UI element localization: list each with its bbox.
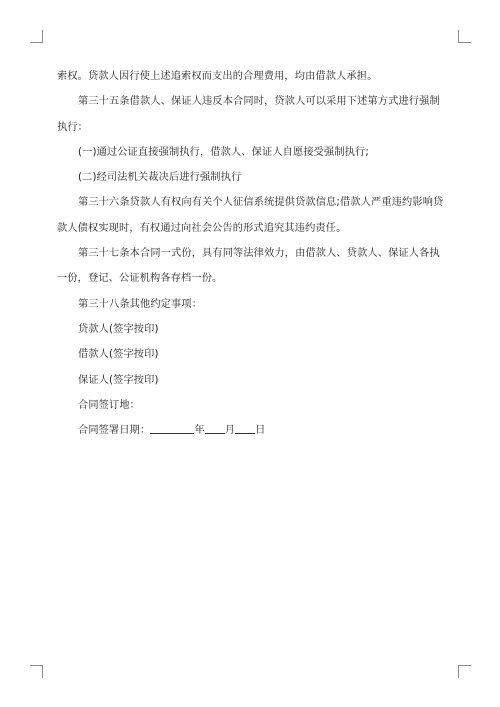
- document-body: [57, 64, 447, 443]
- crop-mark-top-right: [458, 30, 471, 43]
- day-blank: [235, 423, 255, 434]
- borrower-signature-line: 借款人(签字按印): [78, 349, 159, 361]
- year-blank: [150, 423, 194, 434]
- text-line: 第三十五条借款人、保证人违反本合同时，贷款人可以采用下述第方式进行强制: [78, 96, 440, 108]
- signing-place-line: 合同签订地：: [78, 399, 141, 411]
- text-line: 执行：: [57, 121, 89, 133]
- signing-date-line: [57, 418, 447, 443]
- text-line: 第三十八条其他约定事项：: [78, 298, 203, 310]
- crop-mark-bottom-left: [30, 665, 43, 678]
- text-line: 款人债权实现时，有权通过向社会公告的形式追究其违约责任。: [57, 222, 347, 234]
- text-line: (二)经司法机关裁决后进行强制执行: [78, 172, 242, 184]
- crop-mark-bottom-right: [458, 665, 471, 678]
- text-line: 一份，登记、公证机构各存档一份。: [57, 273, 223, 285]
- year-label: 年: [194, 425, 205, 437]
- text-line: (一)通过公证直接强制执行，借款人、保证人自愿接受强制执行;: [78, 146, 369, 158]
- crop-mark-top-left: [30, 30, 43, 43]
- guarantor-signature-line: 保证人(签字按印): [78, 374, 159, 386]
- month-label: 月: [224, 425, 236, 437]
- text-line: 索权。贷款人因行使上述追索权而支出的合理费用，均由借款人承担。: [57, 71, 378, 82]
- lender-signature-line: 贷款人(签字按印): [78, 323, 159, 335]
- month-blank: [205, 423, 225, 434]
- signing-date-label: 合同签署日期：: [78, 425, 151, 437]
- text-line: 第三十七条本合同一式份，具有同等法律效力，由借款人、贷款人、保证人各执: [78, 248, 440, 260]
- text-line: 第三十六条贷款人有权向有关个人征信系统提供贷款信息;借款人严重违约影响贷: [78, 197, 444, 209]
- day-label: 日: [255, 425, 266, 437]
